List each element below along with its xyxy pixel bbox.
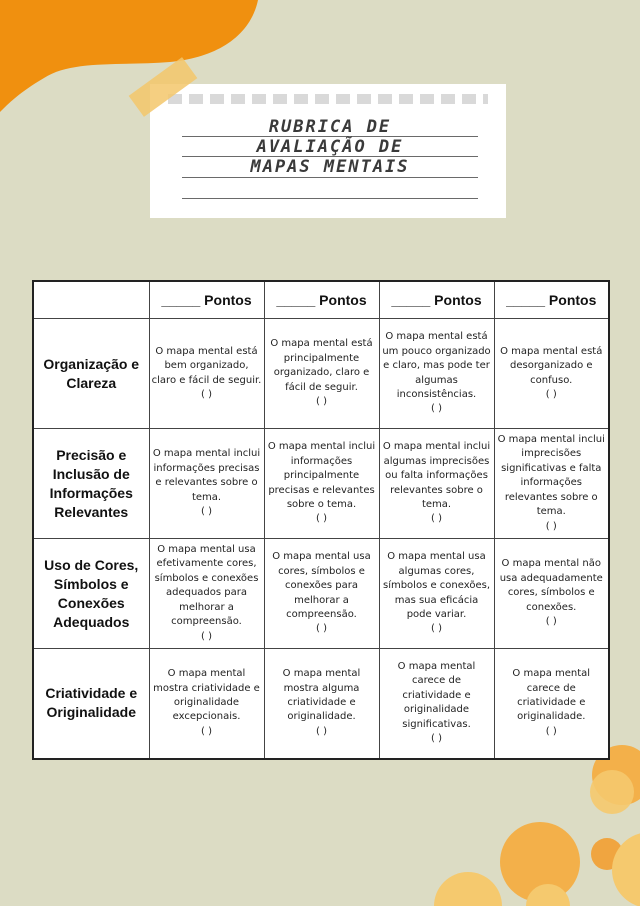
rubric-cell: O mapa mental usa cores, símbolos e conexões para melhorar a compreensão. ( )	[264, 539, 379, 649]
score-checkbox[interactable]: ( )	[201, 388, 212, 400]
rubric-cell: O mapa mental inclui imprecisões significativas e falta informações relevantes sobre o tema. ( )	[494, 429, 609, 539]
score-checkbox[interactable]: ( )	[545, 616, 557, 628]
header-points-3: _____ Pontos	[379, 281, 494, 319]
title-line-2: AVALIAÇÃO DE	[256, 137, 404, 157]
rubric-cell: O mapa mental está um pouco organizado e claro, mas pode ter algumas inconsistências. ( )	[379, 319, 494, 429]
rubric-cell: O mapa mental está principalmente organizado, claro e fácil de seguir. ( )	[264, 319, 379, 429]
rubric-cell: O mapa mental inclui algumas imprecisões ou falta informações relevantes sobre o tema. ( )	[379, 429, 494, 539]
header-points-1: _____ Pontos	[149, 281, 264, 319]
score-checkbox[interactable]: ( )	[545, 388, 557, 400]
score-checkbox[interactable]: ( )	[545, 520, 557, 532]
score-checkbox[interactable]: ( )	[201, 506, 212, 518]
score-checkbox[interactable]: ( )	[201, 725, 212, 737]
criterion-label: Uso de Cores, Símbolos e Conexões Adequados	[33, 539, 149, 649]
rubric-table	[32, 280, 610, 760]
header-points-2: _____ Pontos	[264, 281, 379, 319]
score-checkbox[interactable]: ( )	[316, 396, 327, 408]
score-checkbox[interactable]: ( )	[431, 733, 442, 745]
rubric-cell: O mapa mental está desorganizado e confuso. ( )	[494, 319, 609, 429]
table-row	[33, 539, 609, 649]
header-corner-cell	[33, 281, 149, 319]
score-checkbox[interactable]: ( )	[201, 630, 212, 642]
rubric-cell: O mapa mental inclui informações precisas e relevantes sobre o tema. ( )	[149, 429, 264, 539]
criterion-label: Organização e Clareza	[33, 319, 149, 429]
score-checkbox[interactable]: ( )	[431, 623, 442, 635]
score-checkbox[interactable]: ( )	[545, 725, 557, 737]
table-row	[33, 319, 609, 429]
score-checkbox[interactable]: ( )	[431, 403, 442, 415]
rubric-cell: O mapa mental inclui informações principalmente precisas e relevantes sobre o tema. ( )	[264, 429, 379, 539]
rubric-cell: O mapa mental não usa adequadamente cores, símbolos e conexões. ( )	[494, 539, 609, 649]
score-checkbox[interactable]: ( )	[431, 513, 442, 525]
title-line-1: RUBRICA DE	[268, 117, 392, 137]
score-checkbox[interactable]: ( )	[316, 623, 327, 635]
score-checkbox[interactable]: ( )	[316, 513, 327, 525]
rubric-cell: O mapa mental carece de criatividade e originalidade significativas. ( )	[379, 649, 494, 759]
perforation-strip	[168, 94, 488, 104]
table-header-row	[33, 281, 609, 319]
rubric-cell: O mapa mental usa efetivamente cores, símbolos e conexões adequados para melhorar a compreensão. ( )	[149, 539, 264, 649]
header-points-4: _____ Pontos	[494, 281, 609, 319]
table-row	[33, 429, 609, 539]
title-line-3: MAPAS MENTAIS	[250, 157, 410, 177]
score-checkbox[interactable]: ( )	[316, 725, 327, 737]
rubric-cell: O mapa mental carece de criatividade e originalidade. ( )	[494, 649, 609, 759]
criterion-label: Precisão e Inclusão de Informações Relevantes	[33, 429, 149, 539]
rubric-cell: O mapa mental mostra criatividade e originalidade excepcionais. ( )	[149, 649, 264, 759]
table-row	[33, 649, 609, 759]
criterion-label: Criatividade e Originalidade	[33, 649, 149, 759]
rubric-cell: O mapa mental está bem organizado, claro e fácil de seguir. ( )	[149, 319, 264, 429]
title-card	[150, 84, 506, 218]
rubric-cell: O mapa mental usa algumas cores, símbolos e conexões, mas sua eficácia pode variar. ( )	[379, 539, 494, 649]
rubric-cell: O mapa mental mostra alguma criatividade e originalidade. ( )	[264, 649, 379, 759]
